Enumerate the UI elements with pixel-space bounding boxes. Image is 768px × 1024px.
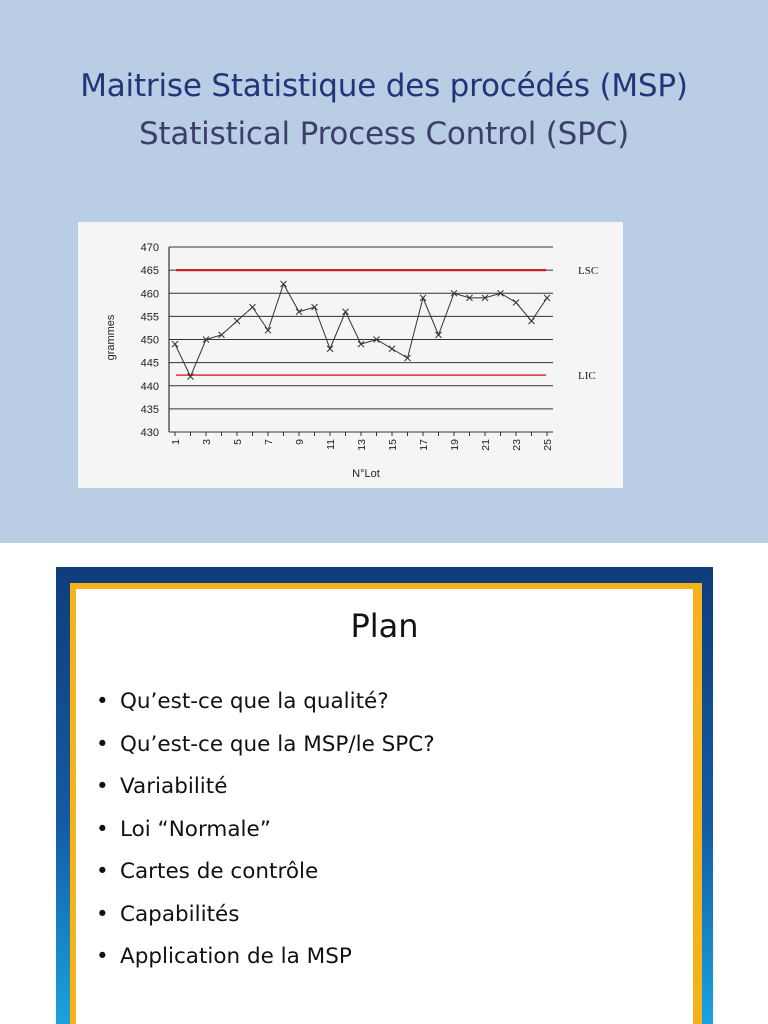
bullet-icon: • [96, 901, 109, 927]
bullet-icon: • [96, 774, 109, 799]
plan-item-label: Application de la MSP [120, 944, 352, 969]
x-tick-label: 9 [294, 439, 306, 445]
y-tick-label: 430 [140, 427, 159, 439]
data-point [234, 318, 240, 324]
y-tick-label: 470 [140, 242, 159, 254]
y-tick-label: 440 [140, 380, 159, 393]
plan-item-label: Variabilité [120, 774, 228, 799]
data-point [358, 341, 364, 347]
data-point [265, 327, 271, 333]
x-tick-label: 5 [232, 439, 244, 445]
data-point [544, 295, 550, 301]
x-tick-label: 21 [480, 439, 492, 451]
data-point [312, 304, 318, 310]
plan-item [96, 727, 435, 770]
data-point [219, 332, 225, 338]
bullet-icon: • [96, 731, 109, 757]
x-tick-label: 1 [170, 439, 182, 445]
slide-gap [0, 543, 768, 567]
x-tick-label: 25 [542, 439, 554, 451]
plan-item [96, 684, 435, 727]
data-point [343, 309, 349, 315]
plan-item-label: Loi “Normale” [120, 816, 271, 842]
data-point [281, 281, 287, 287]
plan-item [96, 939, 435, 982]
plan-item-label: Cartes de contrôle [120, 859, 319, 884]
x-tick-label: 3 [201, 439, 213, 445]
y-tick-label: 445 [140, 357, 159, 370]
data-point [296, 309, 302, 315]
plan-title: Plan [350, 607, 419, 645]
plan-item-label: Qu’est-ce que la MSP/le SPC? [120, 731, 435, 757]
control-chart [78, 222, 623, 488]
bullet-icon: • [96, 944, 109, 969]
y-tick-label: 435 [140, 403, 159, 416]
bullet-icon: • [96, 859, 109, 884]
data-point [405, 355, 411, 361]
plan-item-label: Capabilités [120, 901, 240, 927]
plan-item [96, 897, 435, 940]
x-tick-label: 13 [356, 439, 368, 451]
data-point [529, 318, 535, 324]
data-point [327, 346, 333, 352]
plan-item [96, 769, 435, 812]
plan-item [96, 812, 435, 855]
data-point [389, 346, 395, 352]
limit-label-lsc: LSC [578, 265, 599, 278]
x-tick-label: 17 [418, 439, 430, 451]
data-point [250, 304, 256, 310]
y-tick-label: 450 [140, 334, 159, 347]
limit-label-lic: LIC [578, 370, 596, 383]
slide-title-french: Maitrise Statistique des procédés (MSP) [80, 68, 688, 104]
data-point [513, 300, 519, 306]
data-point [420, 295, 426, 301]
plan-list [96, 684, 435, 982]
slide-title-english: Statistical Process Control (SPC) [139, 116, 629, 152]
data-point [436, 332, 442, 338]
y-tick-label: 455 [140, 311, 159, 324]
x-tick-label: 7 [263, 439, 275, 445]
x-tick-label: 11 [325, 439, 337, 450]
control-chart-svg [78, 222, 623, 488]
x-tick-label: 15 [387, 439, 399, 451]
y-axis-label: grammes [105, 314, 117, 361]
x-tick-label: 19 [449, 439, 461, 451]
plan-item [96, 854, 435, 897]
x-axis-label: N°Lot [352, 468, 380, 480]
bullet-icon: • [96, 689, 109, 714]
x-tick-label: 23 [511, 439, 523, 451]
y-tick-label: 460 [140, 288, 159, 301]
plan-item-label: Qu’est-ce que la qualité? [120, 689, 389, 714]
data-point [172, 341, 178, 347]
bullet-icon: • [96, 816, 109, 842]
y-tick-label: 465 [140, 265, 159, 278]
